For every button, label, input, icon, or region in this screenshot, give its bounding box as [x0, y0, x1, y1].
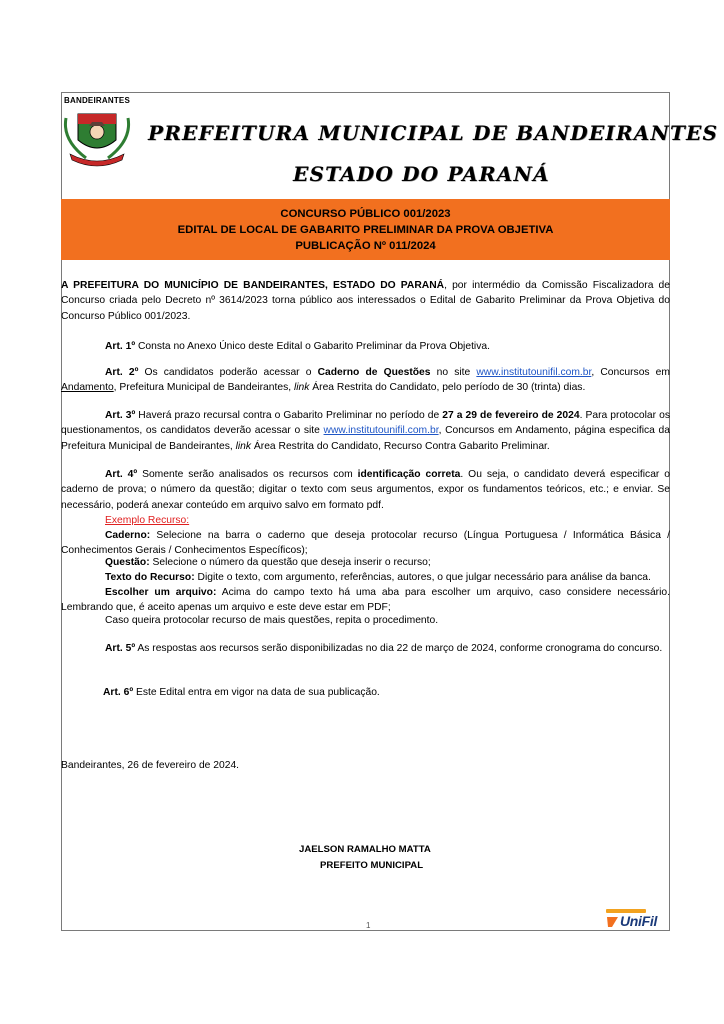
article-2-bold: Caderno de Questões — [317, 367, 431, 378]
article-4-text: . Ou seja, o candidato deverá especificar o caderno de prova; o número da questão; digitar o texto com seus argumentos, expor os fundamentos teóricos, etc.; e enviar. Se necessário, poderá anexar conteúdo em arquivo salvo em formato pdf. — [61, 469, 671, 511]
article-2-italic: link — [293, 382, 310, 394]
article-2-text: Área Restrita do Candidato, pelo período de 30 (trinta) dias. — [309, 382, 586, 394]
article-3-text: . Para protocolar os questionamentos, os candidatos deverão acessar o site — [61, 410, 670, 437]
article-5-text: As respostas aos recursos serão disponibilizadas no dia 22 de março de 2024, conforme cronograma do concurso. — [135, 643, 663, 654]
intro-rest: , por intermédio da Comissão Fiscalizadora de Concurso criada pelo Decreto nº 3614/2023 torna público aos interessados o Edital de Gabarito Preliminar da Prova Objetiva do Concurso Público 001/2023. — [61, 280, 671, 322]
date-line: Bandeirantes, 26 de fevereiro de 2024. — [61, 760, 240, 771]
unifil-logo-text: UniFil — [620, 913, 658, 929]
unifil-logo — [604, 907, 664, 929]
arquivo-label: Escolher um arquivo: — [105, 587, 217, 598]
article-2-label: Art. 2º — [105, 367, 139, 378]
article-5 — [61, 641, 670, 656]
article-2 — [61, 365, 670, 396]
arquivo-text: Acima do campo texto há uma aba para escolher um arquivo, caso considere necessário. Lembrando que, é aceito apenas um arquivo e este deve estar em PDF; — [61, 587, 670, 614]
article-3 — [61, 408, 670, 454]
page-subtitle: ESTADO DO PARANÁ — [293, 162, 550, 186]
coat-of-arms-icon — [56, 96, 138, 168]
article-1-text: Consta no Anexo Único deste Edital o Gabarito Preliminar da Prova Objetiva. — [135, 341, 490, 352]
example-caderno — [61, 528, 670, 559]
banner-line-1: CONCURSO PÚBLICO 001/2023 — [280, 208, 451, 220]
caderno-text: Selecione na barra o caderno que deseja protocolar recurso (Língua Portuguesa / Informática Básica / Conhecimentos Gerais / Conhecimentos Específicos); — [61, 530, 670, 557]
article-3-bold: 27 a 29 de fevereiro de 2024 — [442, 410, 580, 421]
page-title: PREFEITURA MUNICIPAL DE BANDEIRANTES — [148, 121, 719, 145]
signature-role: PREFEITO MUNICIPAL — [320, 860, 424, 871]
example-heading — [61, 513, 670, 528]
unifil-site-link[interactable]: www.institutounifil.com.br — [476, 367, 592, 378]
article-5-label: Art. 5º — [105, 643, 136, 654]
example-texto — [61, 570, 670, 585]
article-3-italic: link — [235, 440, 252, 452]
texto-text: Digite o texto, com argumento, referências, autores, o que julgar necessário para análise da banca. — [194, 572, 651, 583]
intro-bold: A PREFEITURA DO MUNICÍPIO DE BANDEIRANTES, ESTADO DO PARANÁ — [61, 280, 445, 291]
article-4-text: Somente serão analisados os recursos com — [137, 469, 358, 480]
article-3-text: Área Restrita do Candidato, Recurso Contra Gabarito Preliminar. — [251, 440, 550, 452]
page-number: 1 — [366, 921, 371, 930]
banner-line-2: EDITAL DE LOCAL DE GABARITO PRELIMINAR DA PROVA OBJETIVA — [177, 224, 554, 236]
article-4-bold: identificação correta — [357, 469, 461, 480]
article-1 — [61, 339, 670, 354]
article-3-label: Art. 3º — [105, 410, 136, 421]
article-3-text: Haverá prazo recursal contra o Gabarito Preliminar no período de — [135, 410, 443, 421]
edital-banner — [61, 199, 670, 260]
article-3-text: , Concursos em Andamento, página especifica da Prefeitura Municipal de Bandeirantes, — [61, 425, 670, 452]
article-2-text: Os candidatos poderão acessar o — [138, 367, 318, 378]
article-2-underline: Andamento — [61, 382, 114, 394]
article-6 — [61, 685, 670, 700]
article-4-label: Art. 4º — [105, 469, 138, 480]
signature-name: JAELSON RAMALHO MATTA — [299, 844, 431, 855]
article-6-text: Este Edital entra em vigor na data de sua publicação. — [133, 687, 380, 698]
example-arquivo — [61, 585, 670, 616]
banner-line-3: PUBLICAÇÃO Nº 011/2024 — [295, 240, 436, 252]
municipal-crest — [56, 96, 138, 168]
example-final-text: Caso queira protocolar recurso de mais questões, repita o procedimento. — [105, 615, 439, 626]
article-2-text: no site — [430, 367, 477, 378]
article-2-text: , Concursos em — [591, 367, 670, 378]
texto-label: Texto do Recurso: — [105, 572, 195, 583]
crest-label: BANDEIRANTES — [64, 96, 130, 105]
example-label: Exemplo Recurso: — [105, 515, 190, 526]
example-questao — [61, 555, 670, 570]
intro-paragraph — [61, 278, 670, 324]
caderno-label: Caderno: — [105, 530, 151, 541]
article-2-text: , Prefeitura Municipal de Bandeirantes, — [113, 382, 294, 394]
article-4 — [61, 467, 670, 513]
example-final — [61, 613, 670, 628]
article-1-label: Art. 1º — [105, 341, 136, 352]
unifil-site-link[interactable]: www.institutounifil.com.br — [323, 425, 439, 437]
article-6-label: Art. 6º — [103, 687, 134, 698]
questao-label: Questão: — [105, 557, 150, 568]
questao-text: Selecione o número da questão que deseja inserir o recurso; — [149, 557, 431, 568]
